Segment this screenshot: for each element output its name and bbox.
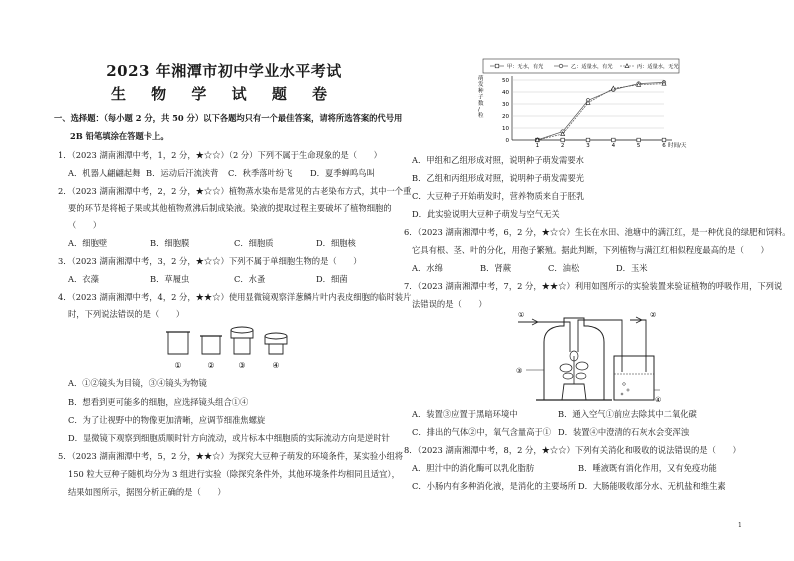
marker-triangle (625, 64, 629, 68)
x-tick-label: 3 (586, 143, 590, 149)
q2-stem-2: 要的环节是将栀子果或其他植物煮沸后制成染液。染液的提取过程主要破坏了植物细胞的 (68, 203, 392, 213)
q5-option-b: B．乙组和丙组形成对照，说明种子萌发需要光 (412, 173, 585, 183)
series-line-2 (537, 82, 664, 140)
section1-instructions-2: 2B 铅笔填涂在答题卡上。 (70, 131, 169, 141)
q3-option-d: D．细菌 (316, 274, 348, 284)
x-tick-label: 2 (560, 143, 565, 149)
q4-stem-2: 时，下列说法错误的是（ ） (68, 309, 185, 319)
q4-option-a: A．①②镜头为目镜，③④镜头为物镜 (68, 378, 207, 388)
ylabel-char: 数 (478, 100, 484, 107)
q6-option-b: B．肾蕨 (480, 263, 511, 273)
lens-label-1: ① (174, 361, 182, 370)
lens-4 (265, 333, 287, 354)
ylabel-char: 发 (478, 82, 484, 89)
exam-title: 2023 年湘潭市初中学业水平考试 (106, 62, 342, 80)
microscope-lenses-figure (160, 324, 300, 374)
q7-option-a: A．装置③应置于黑暗环境中 (412, 409, 518, 419)
limewater-bottle (614, 356, 654, 400)
q3-option-b: B．草履虫 (150, 274, 190, 284)
q1-option-a: A．机器人翩翩起舞 (68, 168, 141, 178)
legend-label: 乙：适量水，有光 (571, 64, 613, 70)
chart-axes (502, 76, 687, 149)
marker-square (586, 138, 590, 142)
apparatus-label-4: ④ (655, 396, 662, 404)
q1-option-b: B．运动后汗流浃背 (146, 168, 219, 178)
ylabel-char: 萌 (478, 76, 484, 82)
lens-2 (200, 336, 222, 354)
q2-option-b: B．细胞膜 (150, 238, 190, 248)
q6-option-a: A．水绵 (412, 263, 443, 273)
lens-label-2: ② (207, 361, 215, 370)
apparatus-label-3: ③ (516, 367, 523, 375)
exhaust-tube (630, 320, 646, 372)
q6-stem-2: 它具有根、茎、叶的分化，用孢子繁殖。据此判断，下列植物与满江红相似程度最高的是（ ） (412, 245, 769, 255)
q3-option-a: A．衣藻 (68, 274, 99, 284)
ylabel-char: / (478, 107, 480, 113)
legend-label: 丙：适量水，无光 (637, 64, 679, 70)
apparatus-label-1: ① (518, 312, 525, 319)
exam-subtitle: 生 物 学 试 题 卷 (110, 85, 338, 103)
x-tick-label: 6 (662, 143, 666, 149)
ylabel-char: 种 (478, 88, 484, 95)
q1-option-c: C．秋季落叶纷飞 (228, 168, 293, 178)
y-tick-label: 0 (505, 138, 509, 144)
marker-circle (559, 64, 563, 68)
q4-option-c: C．为了让视野中的物像更加清晰，应调节细准焦螺旋 (68, 415, 266, 425)
q2-option-a: A．细胞壁 (68, 238, 108, 248)
x-tick-label: 5 (636, 143, 641, 149)
q8-option-b: B．唾液既有消化作用，又有免疫功能 (578, 463, 717, 473)
y-tick-label: 40 (502, 90, 509, 96)
marker-square (561, 138, 565, 142)
potted-plant (560, 351, 588, 400)
section1-instructions: 一、选择题：（每小题 2 分，共 50 分）以下各题均只有一个最佳答案，请将所选答案的代号用 (54, 113, 403, 123)
q2-stem-1: 2．（2023 湖南湘潭中考，2，2 分，★☆☆）植物蒸水染布是常见的古老染布方式，其中一个重 (58, 186, 412, 196)
q5-stem-1: 5．（2023 湖南湘潭中考，5，2 分，★★☆）为探究大豆种子萌发的环境条件，某实验小组将 (58, 451, 404, 461)
apparatus-label-2: ② (650, 312, 657, 319)
q7-option-c: C．排出的气体②中，氧气含量高于① (412, 427, 552, 437)
q1-option-d: D．夏季蝉鸣鸟叫 (310, 168, 375, 178)
q8-option-c: C．小肠内有多种消化液，是消化的主要场所 (412, 481, 576, 491)
q3-stem: 3．（2023 湖南湘潭中考，3，2 分，★☆☆）下列不属于单细胞生物的是（ ） (58, 256, 362, 266)
q5-stem-2: 150 粒大豆种子随机均分为 3 组进行实验（除探究条件外，其他环境条件均相同且适宜）， (68, 469, 400, 479)
ylabel-char: 粒 (478, 113, 484, 120)
lens-label-4: ④ (272, 361, 280, 370)
chart-ylabel (478, 74, 484, 119)
q3-option-c: C．水蚤 (234, 274, 266, 284)
q7-stem-1: 7．（2023 湖南湘潭中考，7，2 分，★★☆）利用如图所示的实验装置来验证植物的呼吸作用，下列说 (404, 281, 783, 291)
chart-marks (535, 81, 666, 142)
y-tick-label: 30 (502, 102, 509, 108)
q6-option-d: D．玉米 (616, 263, 648, 273)
x-axis-label: 时间/天 (668, 143, 687, 149)
q4-option-d: D．显微镜下观察到细胞质顺时针方向流动，或片标本中细胞质的实际流动方向是逆时针 (68, 433, 390, 443)
q8-option-d: D．大肠能吸收部分水、无机盐和维生素 (578, 481, 726, 491)
marker-square (495, 64, 499, 68)
q8-stem: 8．（2023 湖南湘潭中考，8，2 分，★☆☆）下列有关消化和吸收的说法错误的是（ ） (404, 445, 741, 455)
q4-option-b: B．想看到更可能多的细胞，应选择镜头组合①④ (68, 397, 249, 407)
marker-square (612, 138, 616, 142)
lens-3 (231, 327, 253, 354)
lens-1 (166, 332, 190, 354)
q2-option-d: D．细胞核 (316, 238, 356, 248)
legend-label: 甲：无水，有光 (507, 64, 544, 70)
q2-option-c: C．细胞质 (234, 238, 274, 248)
lens-label-3: ③ (238, 361, 246, 370)
germination-chart (474, 58, 696, 152)
y-tick-label: 50 (502, 78, 509, 84)
q7-option-d: D．装置④中澄清的石灰水会变浑浊 (558, 427, 690, 437)
y-tick-label: 10 (502, 126, 509, 132)
outlet-tube (578, 320, 622, 372)
q1-stem: 1．（2023 湖南湘潭中考，1，2 分，★☆☆）（2 分）下列不属于生命现象的是（ ） (58, 150, 382, 160)
q5-stem-3: 结果如图所示，据图分析正确的是（ ） (68, 487, 226, 497)
page-number: 1 (738, 522, 742, 529)
q2-stem-3: （ ） (68, 220, 102, 230)
q7-stem-2: 法错误的是（ ） (412, 299, 487, 309)
q5-option-c: C．大豆种子开始萌发时，营养物质来自于胚乳 (412, 191, 585, 201)
q6-stem-1: 6．（2023 湖南湘潭中考，6，2 分，★☆☆）生长在水田、池塘中的满江红，是一种优良的绿肥和饲料。 (404, 227, 791, 237)
q7-option-b: B．通入空气①前应去除其中二氧化碳 (558, 409, 697, 419)
q5-option-d: D．此实验说明大豆种子萌发与空气无关 (412, 209, 560, 219)
marker-square (637, 138, 641, 142)
q5-option-a: A．甲组和乙组形成对照，说明种子萌发需要水 (412, 155, 584, 165)
q8-option-a: A．胆汁中的消化酶可以乳化脂肪 (412, 463, 535, 473)
q4-stem-1: 4．（2023 湖南湘潭中考，4，2 分，★★☆）使用显微镜观察洋葱鳞片叶内表皮细胞的临时装片 (58, 292, 412, 302)
x-tick-label: 4 (611, 143, 616, 149)
chart-legend (483, 59, 679, 73)
ylabel-char: 子 (478, 94, 484, 101)
q6-option-c: C．油松 (548, 263, 580, 273)
marker-square (662, 138, 666, 142)
y-tick-label: 20 (502, 114, 509, 120)
x-tick-label: 1 (535, 143, 540, 149)
respiration-apparatus-figure (514, 312, 664, 404)
